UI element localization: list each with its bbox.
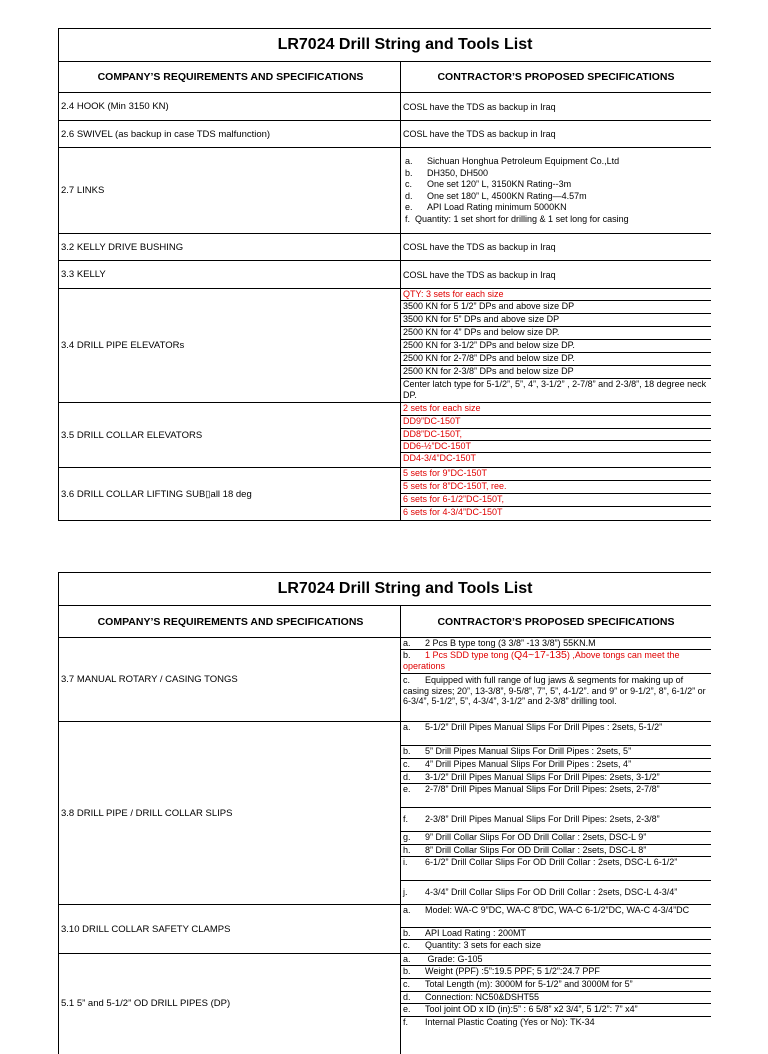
table-row: 5.1 5” and 5-1/2” OD DRILL PIPES (DP) a. Grade: G-105 b. Weight (PPF) :5”:19.5 PPF; 5 1/2”:24.7 PPF c. Total Length (m): 3000M for 5-1/2” and 3000M for 5” d. Connection: NC50&DSHT55 e. Tool joint OD x ID (in):5” : 6 5/8” x2 3/4”, 5 1/2”: 7” x4” f. Internal Plastic Coating (Yes or No): TK-34: [59, 954, 711, 1054]
list-item: b. DH350, DH500: [405, 167, 489, 178]
table-row: 3.2 KELLY DRIVE BUSHING COSL have the TDS as backup in Iraq: [59, 234, 711, 261]
col-header-specifications: CONTRACTOR’S PROPOSED SPECIFICATIONS: [437, 71, 675, 83]
table-row: 2.4 HOOK (Min 3150 KN) COSL have the TDS as backup in Iraq: [59, 93, 711, 121]
table-row: 3.4 DRILL PIPE ELEVATORs QTY: 3 sets for each size 3500 KN for 5 1/2” DPs and above size DP 3500 KN for 5” DPs and above size DP 2500 KN for 4” DPs and below size DP. 2500 KN for 3-1/2” DPs and below size DP. 2500 KN for 2-7/8” DPs and below size DP. 2500 KN for 2-3/8” DPs and below size DP Center latch type for 5-1/2”, 5”, 4”, 3-1/2” , 2-7/8” and 2-3/8”, 18 degree neck DP.: [59, 289, 711, 403]
table-2: [58, 572, 711, 1054]
table-row: 3.8 DRILL PIPE / DRILL COLLAR SLIPS a. 5-1/2” Drill Pipes Manual Slips For Drill Pipes : 2sets, 5-1/2” b. 5” Drill Pipes Manual Slips For Drill Pipes : 2sets, 5” c. 4” Drill Pipes Manual Slips For Drill Pipes : 2sets, 4” d. 3-1/2” Drill Pipes Manual Slips For Drill Pipes: 2sets, 3-1/2” e. 2-7/8” Drill Pipes Manual Slips For Drill Pipes: 2sets, 2-7/8” f. 2-3/8” Drill Pipes Manual Slips For Drill Pipes: 2sets, 2-3/8” g. 9” Drill Collar Slips For OD Drill Collar : 2sets, DSC-L 9” h. 8” Drill Collar Slips For OD Drill Collar : 2sets, DSC-L 8” i. 6-1/2” Drill Collar Slips For OD Drill Collar : 2sets, DSC-L 6-1/2” j. 4-3/4” Drill Collar Slips For OD Drill Collar : 2sets, DSC-L 4-3/4”: [59, 722, 711, 905]
table-row: 3.5 DRILL COLLAR ELEVATORS 2 sets for each size DD9”DC-150T DD8”DC-150T, DD6-½”DC-150T DD4-3/4”DC-150T: [59, 403, 711, 468]
list-item: f. Quantity: 1 set short for drilling & 1 set long for casing: [405, 213, 629, 224]
table-row: 2.6 SWIVEL (as backup in case TDS malfunction) COSL have the TDS as backup in Iraq: [59, 121, 711, 148]
list-item: d. One set 180” L, 4500KN Rating—4.57m: [405, 190, 587, 201]
col-header-specifications: CONTRACTOR’S PROPOSED SPECIFICATIONS: [437, 615, 675, 628]
table-1-title: LR7024 Drill String and Tools List: [59, 29, 711, 62]
links-list: [403, 156, 711, 225]
table-row: 3.10 DRILL COLLAR SAFETY CLAMPS a. Model: WA-C 9”DC, WA-C 8”DC, WA-C 6-1/2”DC, WA-C 4-3/4”DC b. API Load Rating : 200MT c. Quantity: 3 sets for each size: [59, 905, 711, 954]
col-header-requirements: COMPANY’S REQUIREMENTS AND SPECIFICATIONS: [59, 606, 401, 637]
table-header: [59, 62, 711, 93]
table-1: [58, 28, 711, 521]
table-header: [59, 606, 711, 638]
table-row: 3.3 KELLY COSL have the TDS as backup in Iraq: [59, 261, 711, 289]
table-row: 2.7 LINKS a. Sichuan Honghua Petroleum Equipment Co.,Ltd b. DH350, DH500 c. One set 120” L, 3150KN Rating--3m d. One set 180” L, 4500KN Rating—4.57m e. API Load Rating minimum 5000KN f. Quantity: 1 set short for drilling & 1 set long for casing: [59, 148, 711, 234]
list-item: e. API Load Rating minimum 5000KN: [405, 202, 567, 212]
table-row: 3.7 MANUAL ROTARY / CASING TONGS a. 2 Pcs B type tong (3 3/8” -13 3/8”) 55KN.M b. 1 Pcs SDD type tong (Q4~17-135) ,Above tongs can meet the operations c. Equipped with full range of lug jaws & segments for making up of casing sizes; 20”, 13-3/8”, 9-5/8”, 7”, 5”, 4-1/2”. and 9” or 9-1/2”, 8”, 6-1/2” or 6-3/4”, 5-1/2”, 5”, 4-3/4”, 3-1/2” and 2-3/8” drilling tool.: [59, 638, 711, 722]
table-2-title: LR7024 Drill String and Tools List: [59, 573, 711, 606]
table-row: 3.6 DRILL COLLAR LIFTING SUB▯all 18 deg 5 sets for 9”DC-150T 5 sets for 8”DC-150T, ree. 6 sets for 6-1/2”DC-150T, 6 sets for 4-3/4”DC-150T: [59, 468, 711, 521]
list-item: c. One set 120” L, 3150KN Rating--3m: [405, 179, 572, 189]
col-header-requirements: COMPANY’S REQUIREMENTS AND SPECIFICATIONS: [59, 62, 401, 92]
list-item: a. Sichuan Honghua Petroleum Equipment Co.,Ltd: [405, 156, 620, 166]
